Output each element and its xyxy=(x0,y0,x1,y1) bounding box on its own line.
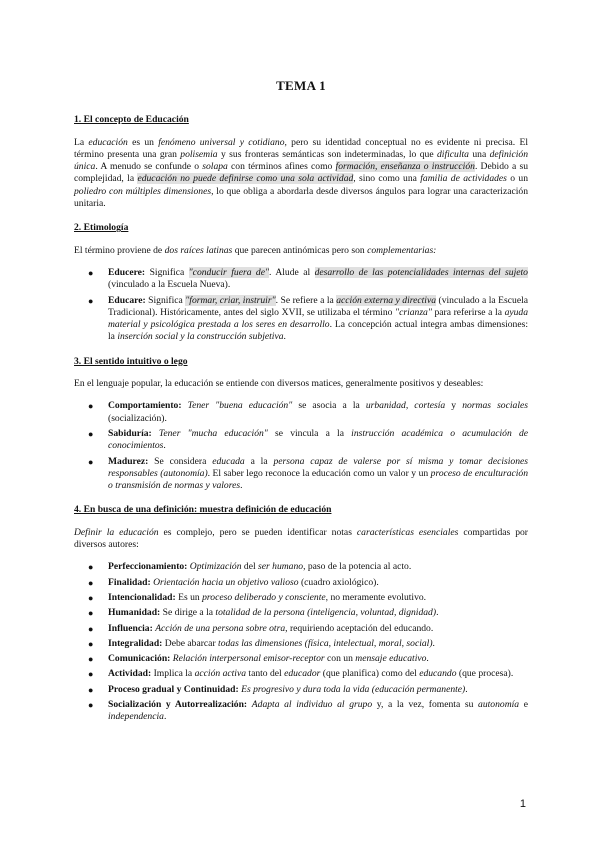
list-item: ● Actividad: Implica la acción activa tanto del educador (que planifica) como del educando (que procesa). xyxy=(88,668,514,680)
document-page xyxy=(74,80,528,736)
etimologia-list xyxy=(74,267,528,344)
bullet-icon: ● xyxy=(88,401,94,412)
section-heading-etimologia: 2. Etimología xyxy=(74,222,129,234)
section-heading-concepto: 1. El concepto de Educación xyxy=(74,114,189,126)
section-heading-definicion: 4. En busca de una definición: muestra definición de educación xyxy=(74,504,332,516)
list-item: ● Humanidad: Se dirige a la totalidad de la persona (inteligencia, voluntad, dignidad). xyxy=(88,607,439,619)
paragraph-definicion: Definir la educación es complejo, pero se pueden identificar notas características esenciales compartidas por diversos autores: xyxy=(74,526,528,551)
bullet-icon: ● xyxy=(88,428,94,439)
list-item: ● Perfeccionamiento: Optimización del ser humano, paso de la potencia al acto. xyxy=(88,561,412,573)
document-title: TEMA 1 xyxy=(276,78,326,93)
bullet-icon: ● xyxy=(88,638,94,649)
bullet-icon: ● xyxy=(88,623,94,634)
list-item: ● Influencia: Acción de una persona sobre otra, requiriendo aceptación del educando. xyxy=(88,622,434,634)
bullet-icon: ● xyxy=(88,267,94,278)
paragraph-etimologia: El término proviene de dos raíces latinas que parecen antinómicas pero son complementarias: xyxy=(74,244,437,256)
list-item: ● Educare: Significa "formar, criar, instruir". Se refiere a la acción externa y directiva (vinculado a la Escuela Tradicional). Históricamente, antes del siglo XVII, se utilizaba el término "crianza" para referirse a la ayuda material y psicológica prestada a los seres en desarrollo. La concepción actual integra ambas dimensiones: la inserción social y la construcción subjetiva. xyxy=(88,294,529,343)
list-item: ● Educere: Significa "conducir fuera de". Alude al desarrollo de las potencialidades internas del sujeto (vinculado a la Escuela Nueva). xyxy=(88,266,528,291)
bullet-icon: ● xyxy=(88,669,94,680)
bullet-icon: ● xyxy=(88,295,94,306)
bullet-icon: ● xyxy=(88,699,94,710)
sentido-lego-list xyxy=(74,400,528,492)
bullet-icon: ● xyxy=(88,456,94,467)
list-item: ● Sabiduría: Tener "mucha educación" se vincula a la instrucción académica o acumulación de conocimientos. xyxy=(88,427,529,452)
list-item: ● Socialización y Autorrealización: Adapta al individuo al grupo y, a la vez, fomenta su autonomía e independencia. xyxy=(88,698,528,723)
list-item: ● Comunicación: Relación interpersonal emisor-receptor con un mensaje educativo. xyxy=(88,653,429,665)
list-item: ● Comportamiento: Tener "buena educación" se asocia a la urbanidad, cortesía y normas sociales (socialización). xyxy=(88,400,528,424)
list-item: ● Intencionalidad: Es un proceso deliberado y consciente, no meramente evolutivo. xyxy=(88,591,427,603)
bullet-icon: ● xyxy=(88,654,94,665)
paragraph-sentido-lego: En el lenguaje popular, la educación se entiende con diversos matices, generalmente positivos y deseables: xyxy=(74,378,484,390)
section-heading-sentido-lego: 3. El sentido intuitivo o lego xyxy=(74,355,188,367)
bullet-icon: ● xyxy=(88,684,94,695)
paragraph-concepto: La educación es un fenómeno universal y cotidiano, pero su identidad conceptual no es evidente ni precisa. El término presenta una gran polisemia y sus fronteras semánticas son indeterminadas, lo que dificulta una definición única. A menudo se confunde o solapa con términos afines como formación, enseñanza o instrucción. Debido a su complejidad, la educación no puede definirse como una sola actividad, sino como una familia de actividades o un poliedro con múltiples dimensiones, lo que obliga a abordarla desde diversos ángulos para lograr una caracterización unitaria. xyxy=(74,136,529,210)
bullet-icon: ● xyxy=(88,592,94,603)
page-number: 1 xyxy=(519,798,526,810)
definicion-list xyxy=(74,561,528,723)
list-item: ● Integralidad: Debe abarcar todas las dimensiones (física, intelectual, moral, social). xyxy=(88,637,435,649)
bullet-icon: ● xyxy=(88,562,94,573)
bullet-icon: ● xyxy=(88,608,94,619)
bullet-icon: ● xyxy=(88,577,94,588)
list-item: ● Finalidad: Orientación hacia un objetivo valioso (cuadro axiológico). xyxy=(88,576,379,588)
list-item: ● Proceso gradual y Continuidad: Es progresivo y dura toda la vida (educación permanente). xyxy=(88,683,468,695)
list-item: ● Madurez: Se considera educada a la persona capaz de valerse por sí misma y tomar decisiones responsables (autonomía). El saber lego reconoce la educación como un valor y un proceso de enculturación o transmisión de normas y valores. xyxy=(88,455,529,492)
